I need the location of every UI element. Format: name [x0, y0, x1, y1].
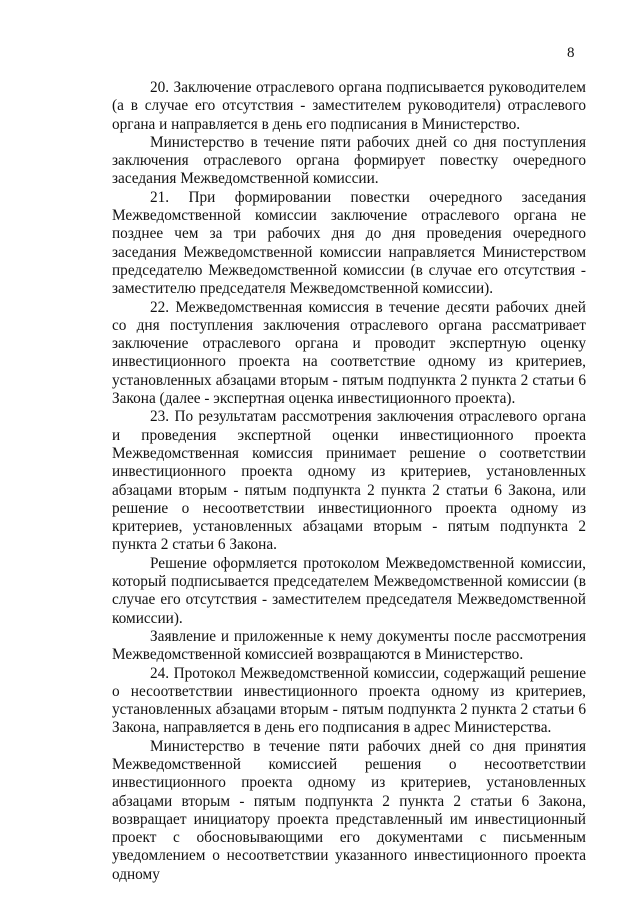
paragraph-decision-protocol: Решение оформляется протоколом Межведомственной комиссии, который подписывается председателем Межведомственной комиссии (в случае его отсутствия - заместителем председателя Межведомственной комиссии).: [112, 554, 586, 627]
document-body: [112, 79, 586, 884]
paragraph-agenda: Министерство в течение пяти рабочих дней со дня поступления заключения отраслевого органа формирует повестку очередного заседания Межведомственной комиссии.: [112, 133, 586, 188]
page-number: 8: [567, 45, 575, 61]
paragraph-21: 21. При формировании повестки очередного заседания Межведомственной комиссии заключение отраслевого органа не позднее чем за три рабочих дня до дня проведения очередного заседания Межведомственной комиссии направляется Министерством председателю Межведомственной комиссии (в случае его отсутствия - заместителю председателя Межведомственной комиссии).: [112, 188, 586, 298]
paragraph-20: 20. Заключение отраслевого органа подписывается руководителем (а в случае его отсутствия - заместителем руководителя) отраслевого органа и направляется в день его подписания в Министерство.: [112, 79, 586, 133]
paragraph-23: 23. По результатам рассмотрения заключения отраслевого органа и проведения экспертной оценки инвестиционного проекта Межведомственная комиссия принимает решение о соответствии инвестиционного проекта одному из критериев, установленных абзацами вторым - пятым подпункта 2 пункта 2 статьи 6 Закона, или решение о несоответствии инвестиционного проекта одному из критериев, установленных абзацами вторым - пятым подпункта 2 пункта 2 статьи 6 Закона.: [112, 408, 586, 554]
paragraph-ministry-notice: Министерство в течение пяти рабочих дней со дня принятия Межведомственной комиссией решения о несоответствии инвестиционного проекта одному из критериев, установленных абзацами вторым - пятым подпункта 2 пункта 2 статьи 6 Закона, возвращает инициатору проекта представленный им инвестиционный проект с обосновывающими его документами с письменным уведомлением о несоответствии указанного инвестиционного проекта одному: [112, 737, 586, 883]
paragraph-22: 22. Межведомственная комиссия в течение десяти рабочих дней со дня поступления заключения отраслевого органа рассматривает заключение отраслевого органа и проводит экспертную оценку инвестиционного проекта на соответствие одному из критериев, установленных абзацами вторым - пятым подпункта 2 пункта 2 статьи 6 Закона (далее - экспертная оценка инвестиционного проекта).: [112, 298, 586, 408]
paragraph-24: 24. Протокол Межведомственной комиссии, содержащий решение о несоответствии инвестиционного проекта одному из критериев, установленных абзацами вторым - пятым подпункта 2 пункта 2 статьи 6 Закона, направляется в день его подписания в адрес Министерства.: [112, 664, 586, 737]
paragraph-documents-return: Заявление и приложенные к нему документы после рассмотрения Межведомственной комиссией возвращаются в Министерство.: [112, 627, 586, 664]
